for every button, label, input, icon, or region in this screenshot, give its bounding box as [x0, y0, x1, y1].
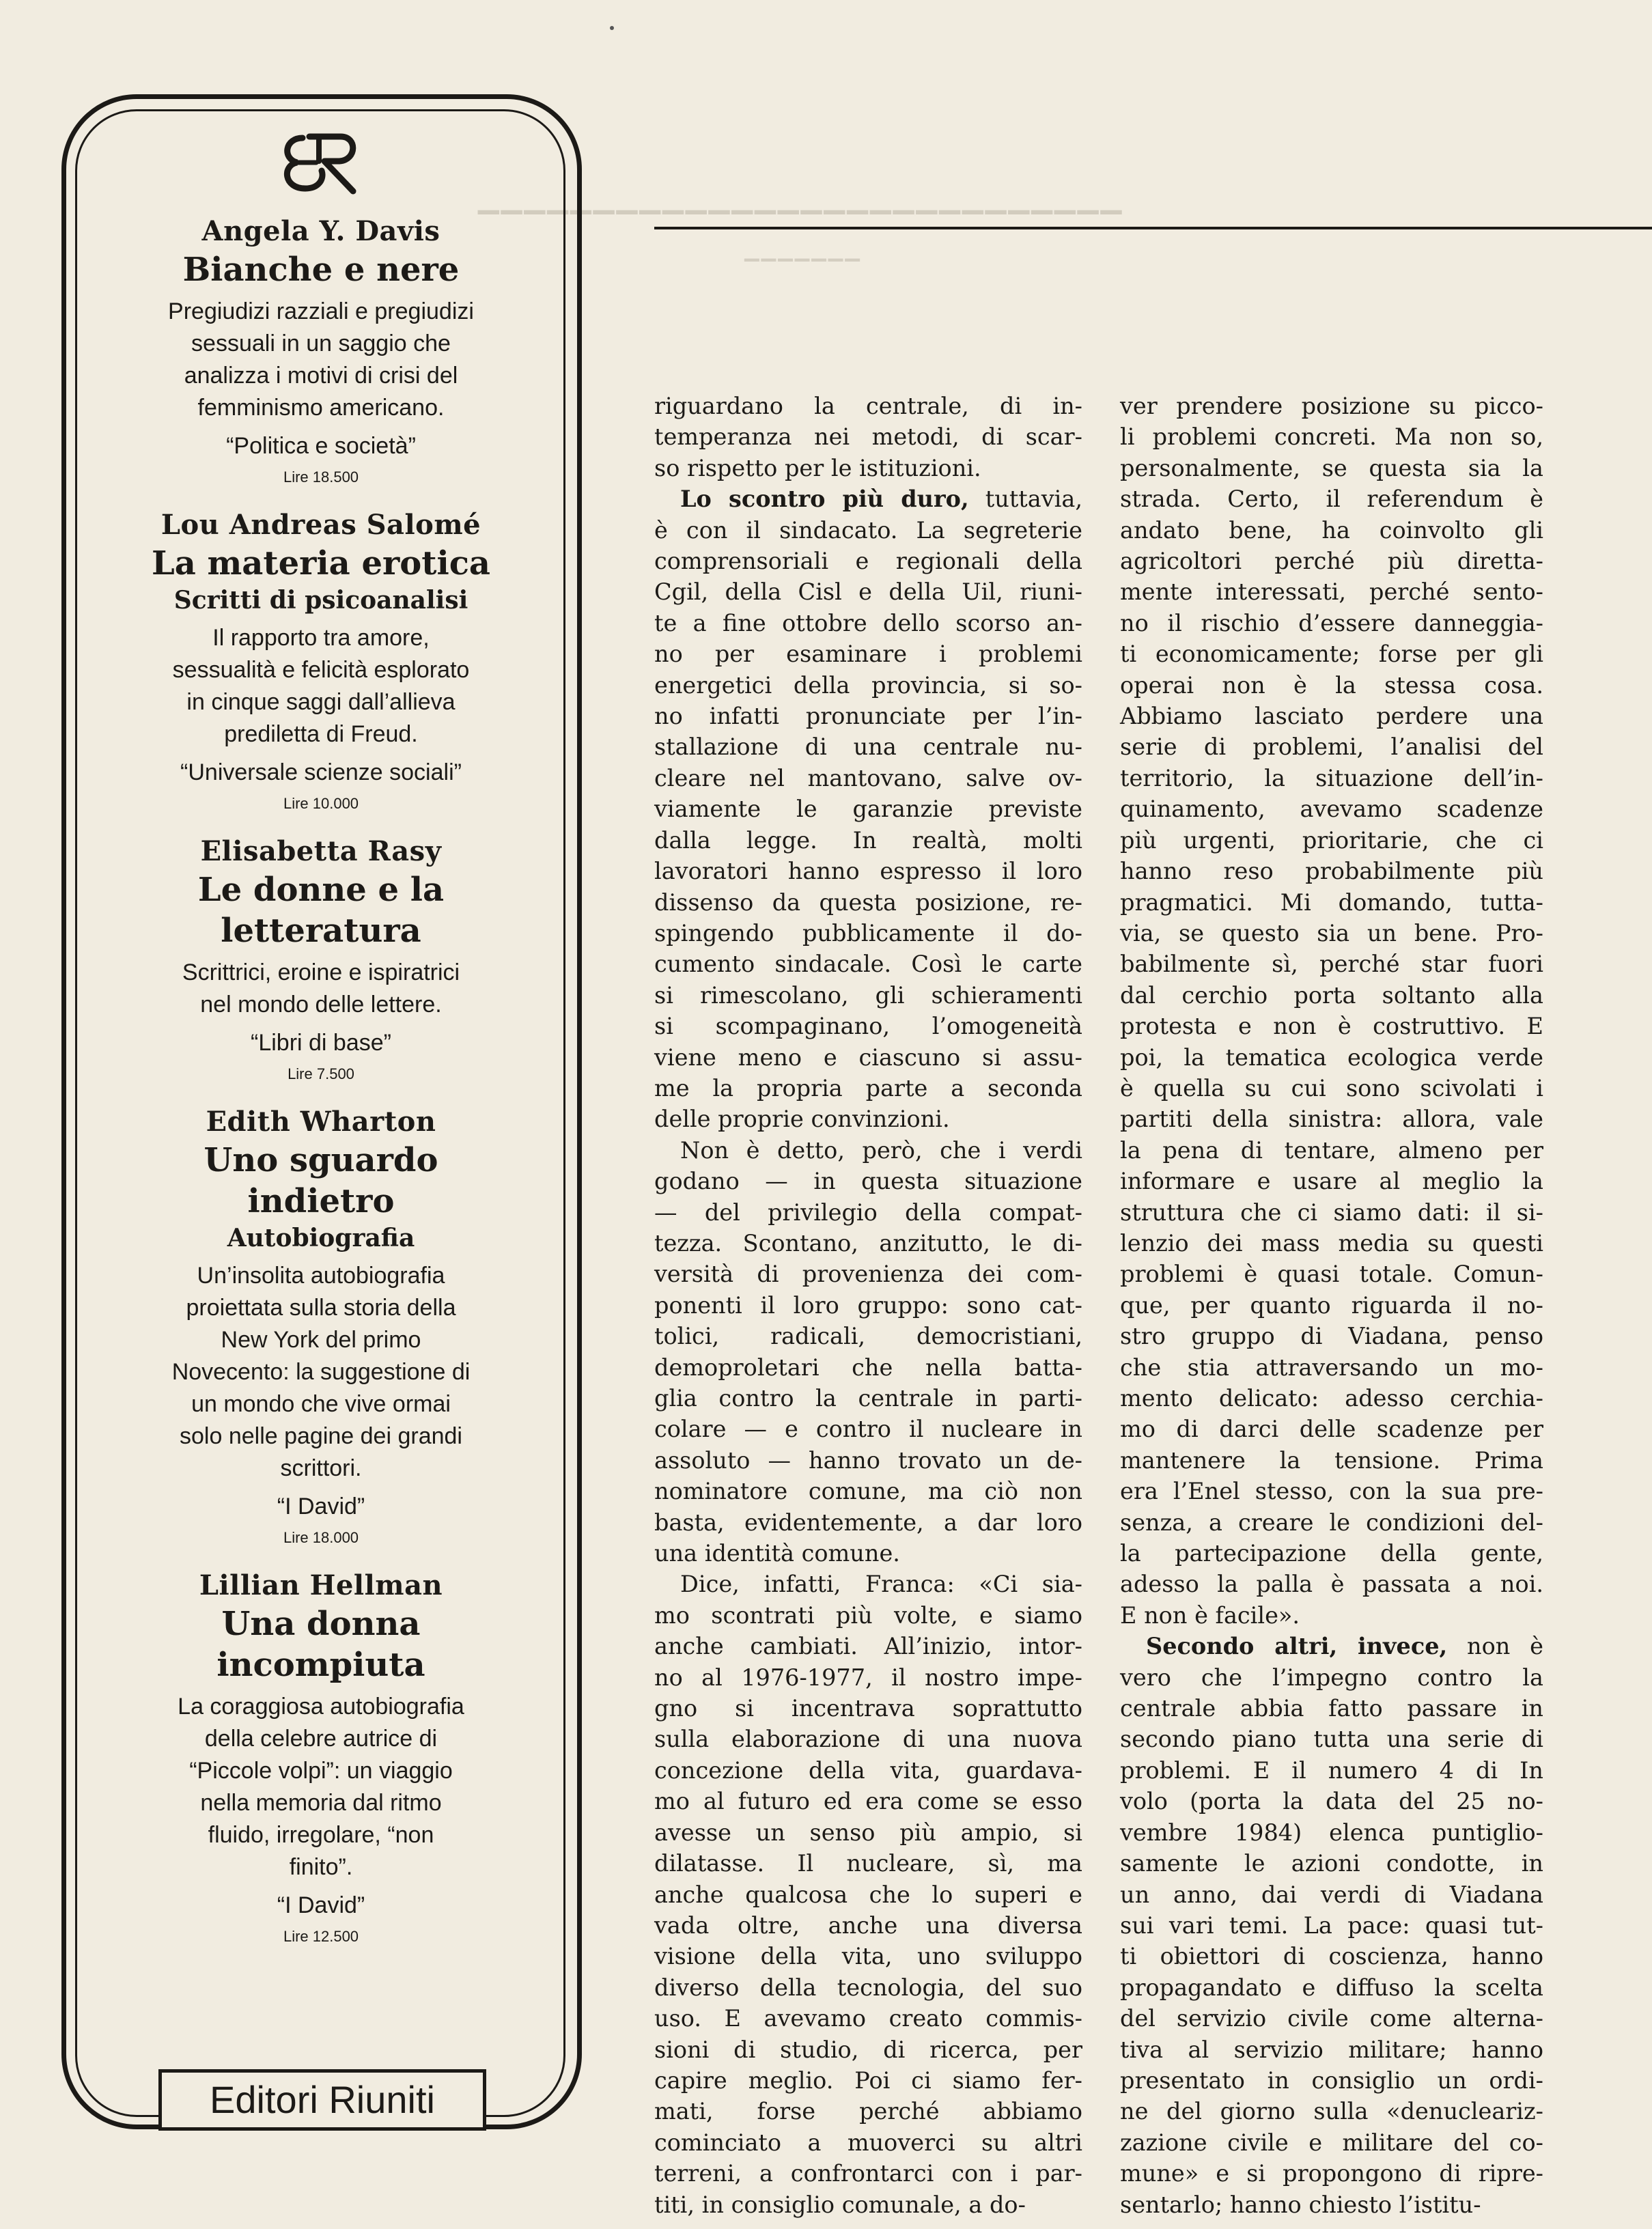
book-description: Scrittrici, eroine e ispiratrici nel mondo delle lettere. — [182, 959, 460, 1018]
text-line: terreni, a confrontarci con i par- — [654, 2160, 1082, 2187]
text-line: no al 1976-1977, il nostro impe- — [654, 1664, 1082, 1691]
book-entry — [82, 1104, 560, 1549]
text-line: diverso della tecnologia, del suo — [654, 1974, 1082, 2001]
text-line: operai non è la stessa cosa. — [1120, 671, 1543, 699]
text-line: E non è facile». — [1120, 1601, 1300, 1629]
text-line: è con il sindacato. La segreterie — [654, 516, 1082, 544]
book-title: Uno sguardo — [204, 1141, 438, 1179]
text-line: volo (porta la data del 25 no- — [1120, 1788, 1543, 1815]
text-line: si rimescolano, gli schieramenti — [654, 981, 1082, 1009]
text-line: temperanza nei metodi, di scar- — [654, 423, 1082, 451]
text-line: stro gruppo di Viadana, penso — [1120, 1323, 1543, 1350]
text-line: una identità comune. — [654, 1540, 900, 1567]
ink-speck — [610, 26, 614, 30]
text-line: mune» e si propongono di ripre- — [1120, 2160, 1543, 2187]
text-line: ti economicamente; forse per gli — [1120, 641, 1543, 668]
text-line: cumento sindacale. Così le carte — [654, 951, 1082, 978]
text-line: no infatti pronunciate per l’in- — [654, 703, 1082, 730]
book-list — [82, 214, 560, 1948]
text-line: godano — in questa situazione — [654, 1168, 1082, 1195]
text-line: no per esaminare i problemi — [654, 641, 1082, 668]
text-line: era l’Enel stesso, con la sua pre- — [1120, 1478, 1543, 1505]
text-line: Cgil, della Cisl e della Uil, riuni- — [654, 578, 1082, 606]
book-entry — [82, 214, 560, 488]
text-line: un anno, dai verdi di Viadana — [1120, 1881, 1543, 1908]
publisher-logo-icon — [277, 123, 365, 198]
text-line: visione della vita, uno sviluppo — [654, 1943, 1082, 1970]
text-line: gno si incentrava soprattutto — [654, 1695, 1082, 1722]
text-line: si scompaginano, l’omogeneità — [654, 1013, 1082, 1040]
book-title: indietro — [247, 1182, 395, 1220]
text-line: anche cambiati. All’inizio, intor- — [654, 1633, 1082, 1660]
text-line: mo di darci delle scadenze per — [1120, 1416, 1543, 1443]
text-line: la pena di tentare, almeno per — [1120, 1136, 1543, 1164]
book-price: Lire 18.000 — [283, 1529, 359, 1546]
text-line: mo scontrati più volte, e siamo — [654, 1601, 1082, 1629]
text-line: anche qualcosa che lo superi e — [654, 1881, 1082, 1908]
text-line: que, per quanto riguarda il no- — [1120, 1291, 1543, 1319]
book-author: Edith Wharton — [206, 1106, 436, 1138]
book-title: La materia erotica — [151, 544, 491, 583]
text-line: lenzio dei mass media su questi — [1120, 1229, 1543, 1257]
publisher-advertisement — [82, 116, 560, 2083]
text-line: via, se questo sia un bene. Pro- — [1120, 919, 1543, 947]
book-title: Le donne e la — [197, 871, 445, 909]
text-line: zazione civile e militare del co- — [1120, 2129, 1543, 2156]
book-entry — [82, 507, 560, 815]
publisher-name: Editori Riuniti — [158, 2069, 486, 2131]
text-line: struttura che ci siamo dati: il si- — [1120, 1198, 1543, 1226]
book-series: “Libri di base” — [251, 1030, 391, 1056]
text-line: nominatore comune, ma ciò non — [654, 1478, 1082, 1505]
book-description: La coraggiosa autobiografia della celebre autrice di “Piccole volpi”: un viaggio nella memoria dal ritmo fluido, irregolare, “non finito”. — [178, 1694, 464, 1880]
book-title: Una donna — [221, 1605, 421, 1643]
text-line: me la propria parte a seconda — [654, 1074, 1082, 1102]
text-line: comprensoriali e regionali della — [654, 548, 1082, 575]
text-line: te a fine ottobre dello scorso an- — [654, 609, 1082, 636]
book-title: Bianche e nere — [182, 251, 460, 289]
text-line: versità di provenienza dei com- — [654, 1261, 1082, 1288]
text-line: dalla legge. In realtà, molti — [654, 826, 1082, 854]
text-line: dissenso da questa posizione, re- — [654, 888, 1082, 916]
text-line: la partecipazione della gente, — [1120, 1540, 1543, 1567]
book-author: Angela Y. Davis — [201, 215, 440, 247]
text-line: Abbiamo lasciato perdere una — [1120, 703, 1543, 730]
text-line: informare e usare al meglio la — [1120, 1168, 1543, 1195]
text-line: vada oltre, anche una diversa — [654, 1911, 1082, 1939]
text-line: presentato in consiglio un ordi- — [1120, 2066, 1543, 2094]
text-line: mati, forse perché abbiamo — [654, 2098, 1082, 2125]
book-author: Lou Andreas Salomé — [160, 509, 481, 541]
text-line: Secondo altri, invece, non è — [1146, 1633, 1543, 1660]
show-through-heading: ▁▁▁▁▁▁▁▁▁▁▁▁▁▁▁▁▁▁▁▁▁▁▁▁▁▁▁▁ — [478, 183, 1124, 214]
text-line: energetici della provincia, si so- — [654, 671, 1082, 699]
book-series: “Universale scienze sociali” — [180, 759, 462, 785]
book-subtitle: Scritti di psicoanalisi — [173, 586, 468, 615]
text-line: glia contro la centrale in parti- — [654, 1385, 1082, 1412]
text-line: centrale abbia fatto passare in — [1120, 1695, 1543, 1722]
book-price: Lire 12.500 — [283, 1928, 359, 1945]
text-line: Non è detto, però, che i verdi — [680, 1136, 1082, 1164]
text-line: basta, evidentemente, a dar loro — [654, 1509, 1082, 1536]
text-line: babilmente sì, perché star fuori — [1120, 951, 1543, 978]
text-line: sui vari temi. La pace: quasi tut- — [1120, 1911, 1543, 1939]
lead-in: Secondo altri, invece, — [1146, 1633, 1448, 1660]
book-title: incompiuta — [216, 1646, 425, 1684]
text-line: Dice, infatti, Franca: «Ci sia- — [680, 1571, 1082, 1598]
text-line: mento delicato: adesso cerchia- — [1120, 1385, 1543, 1412]
article-column-2 — [1120, 391, 1543, 2220]
text-line: ti obiettori di coscienza, hanno — [1120, 1943, 1543, 1970]
text-line: problemi. E il numero 4 di In — [1120, 1756, 1543, 1784]
text-line: cominciato a muoverci su altri — [654, 2129, 1082, 2156]
book-series: “I David” — [277, 1892, 365, 1918]
text-line: andato bene, ha coinvolto gli — [1120, 516, 1543, 544]
text-line: mente interessati, perché sento- — [1120, 578, 1543, 606]
text-line: mo al futuro ed era come se esso — [654, 1788, 1082, 1815]
text-line: che stia attraversando un mo- — [1120, 1354, 1543, 1381]
text-line: sulla elaborazione di una nuova — [654, 1726, 1082, 1753]
book-series: “I David” — [277, 1494, 365, 1519]
book-price: Lire 18.500 — [283, 468, 359, 486]
text-line: sentarlo; hanno chiesto l’istitu- — [1120, 2191, 1481, 2218]
text-line: ver prendere posizione su picco- — [1120, 393, 1543, 419]
text-line: hanno reso probabilmente più — [1120, 858, 1543, 885]
text-line: titi, in consiglio comunale, a do- — [654, 2191, 1026, 2218]
text-line: protesta e non è costruttivo. E — [1120, 1013, 1543, 1040]
text-line: riguardano la centrale, di in- — [654, 393, 1082, 419]
text-line: delle proprie convinzioni. — [654, 1106, 950, 1133]
text-line: demoproletari che nella batta- — [654, 1354, 1082, 1381]
text-line: ne del giorno sulla «denucleariz- — [1120, 2098, 1543, 2125]
text-line: samente le azioni condotte, in — [1120, 1850, 1543, 1877]
text-line: Lo scontro più duro, tuttavia, — [680, 486, 1083, 513]
book-series: “Politica e società” — [226, 433, 416, 459]
text-line: pragmatici. Mi domando, tutta- — [1120, 888, 1543, 916]
text-line: adesso la palla è passata a noi. — [1120, 1571, 1543, 1598]
text-line: capire meglio. Poi ci siamo fer- — [654, 2066, 1082, 2094]
text-line: tolici, radicali, democristiani, — [654, 1323, 1082, 1350]
book-subtitle: Autobiografia — [227, 1224, 415, 1252]
text-line: dal cerchio porta soltanto alla — [1120, 981, 1543, 1009]
text-line: uso. E avevamo creato commis- — [654, 2005, 1082, 2032]
text-line: territorio, la situazione dell’in- — [1120, 764, 1543, 791]
text-line: mantenere la tensione. Prima — [1120, 1446, 1543, 1474]
show-through-subheading: ▁▁▁▁▁▁▁ — [744, 239, 862, 262]
book-price: Lire 10.000 — [283, 795, 359, 812]
text-line: concezione della vita, guardava- — [654, 1756, 1082, 1784]
text-line: li problemi concreti. Ma non so, — [1120, 423, 1543, 451]
text-line: lavoratori hanno espresso il loro — [654, 858, 1082, 885]
text-line: propagandato e diffuso la scelta — [1120, 1974, 1543, 2001]
header-rule — [654, 227, 1652, 229]
text-line: stallazione di una centrale nu- — [654, 733, 1082, 761]
text-line: colare — e contro il nucleare in — [654, 1416, 1082, 1443]
book-description: Un’insolita autobiografia proiettata sulla storia della New York del primo Novecento: la suggestione di un mondo che vive ormai solo nelle pagine dei grandi scrittori. — [171, 1263, 471, 1481]
book-author: Elisabetta Rasy — [200, 835, 442, 867]
text-line: è quella su cui sono scivolati i — [1120, 1074, 1543, 1102]
book-price: Lire 7.500 — [288, 1065, 354, 1082]
text-line: strada. Certo, il referendum è — [1120, 486, 1543, 513]
text-line: senza, a creare le condizioni del- — [1120, 1509, 1543, 1536]
text-line: quinamento, avevamo scadenze — [1120, 796, 1543, 823]
text-line: sioni di studio, di ricerca, per — [654, 2036, 1082, 2063]
book-author: Lillian Hellman — [199, 1569, 443, 1601]
text-line: del servizio civile come alterna- — [1120, 2005, 1543, 2032]
text-line: personalmente, se questa sia la — [1120, 454, 1543, 481]
text-line: no il rischio d’essere danneggia- — [1120, 609, 1543, 636]
book-title: letteratura — [221, 912, 421, 950]
text-line: agricoltori perché più diretta- — [1120, 548, 1543, 575]
text-line: serie di problemi, l’analisi del — [1120, 733, 1543, 761]
text-line: secondo piano tutta una serie di — [1120, 1726, 1543, 1753]
book-description: Il rapporto tra amore, sessualità e felicità esplorato in cinque saggi dall’allieva prediletta di Freud. — [172, 625, 470, 747]
text-line: problemi è quasi totale. Comun- — [1120, 1261, 1543, 1288]
text-line: tiva al servizio militare; hanno — [1120, 2036, 1543, 2063]
article-column-1 — [654, 391, 1082, 2220]
text-line: viene meno e ciascuno si assu- — [654, 1043, 1082, 1071]
text-line: tezza. Scontano, anzitutto, le di- — [654, 1229, 1082, 1257]
text-line: più urgenti, prioritarie, che ci — [1120, 826, 1543, 854]
book-entry — [82, 1568, 560, 1948]
text-line: — del privilegio della compat- — [654, 1198, 1082, 1226]
text-line: so rispetto per le istituzioni. — [654, 454, 981, 481]
text-line: partiti della sinistra: allora, vale — [1120, 1106, 1543, 1133]
book-description: Pregiudizi razziali e pregiudizi sessuali in un saggio che analizza i motivi di crisi del femminismo americano. — [168, 298, 474, 421]
text-line: vembre 1984) elenca puntiglio- — [1120, 1819, 1543, 1846]
text-line: cleare nel mantovano, salve ov- — [654, 764, 1082, 791]
text-line: poi, la tematica ecologica verde — [1120, 1043, 1543, 1071]
text-line: vero che l’impegno contro la — [1120, 1664, 1543, 1691]
text-line: viamente le garanzie previste — [654, 796, 1082, 823]
text-line: ponenti il loro gruppo: sono cat- — [654, 1291, 1082, 1319]
text-line: dilatasse. Il nucleare, sì, ma — [654, 1850, 1082, 1877]
text-line: spingendo pubblicamente il do- — [654, 919, 1082, 947]
text-line: avesse un senso più ampio, si — [654, 1819, 1082, 1846]
text-line: assoluto — hanno trovato un de- — [654, 1446, 1082, 1474]
book-entry — [82, 834, 560, 1085]
lead-in: Lo scontro più duro, — [680, 486, 969, 513]
